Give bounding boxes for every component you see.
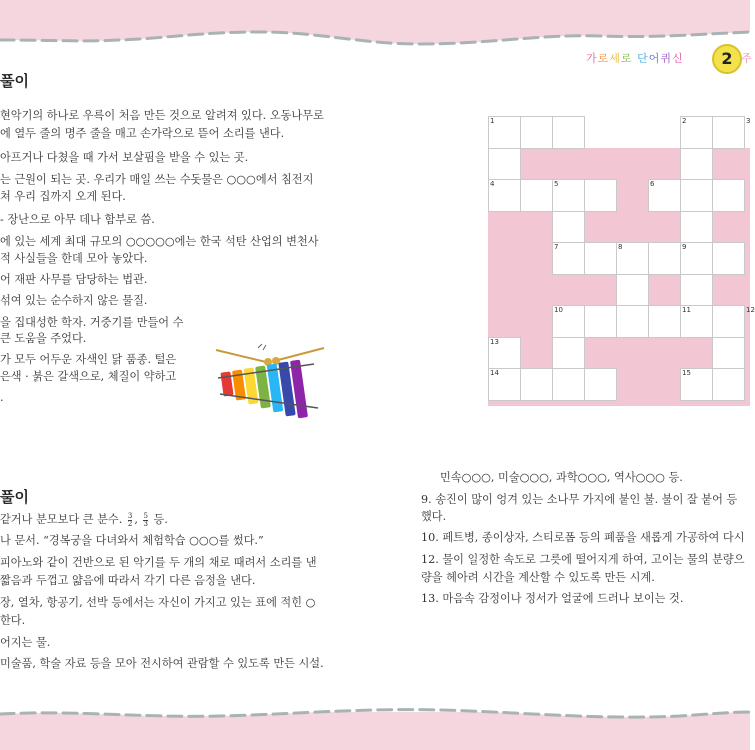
week-number-badge: 2 [712,44,742,74]
grid-number: 1 [490,117,495,125]
across-clue-line: 큰 도움을 주었다. [0,332,87,345]
down-clue-line: 어지는 물. [0,636,51,649]
down-clue-line: 9. 송진이 많이 엉겨 있는 소나무 가지에 붙인 불. 불이 잘 붙어 등 [421,493,738,506]
across-clue-line: 어 재판 사무를 담당하는 법관. [0,273,148,286]
fraction-1: $\frac{3}{2}$ [127,511,133,528]
down-clue-line: 했다. [421,510,447,523]
grid-cell[interactable] [520,368,553,401]
grid-cell[interactable] [680,148,713,181]
down-clue-line: 장, 열차, 항공기, 선박 등에서는 자신이 가지고 있는 표에 적힌 ○ [0,596,316,609]
across-clue-line: 가 모두 어두운 자색인 닭 품종. 털은 [0,353,177,366]
grid-cell[interactable] [680,179,713,212]
across-clue-line: 적 사실들을 한데 모아 놓았다. [0,252,148,265]
down-clue-line: 12. 물이 일정한 속도로 그릇에 떨어지게 하여, 고이는 물의 분량으 [421,553,745,566]
grid-cell[interactable] [584,305,617,338]
series-title [586,50,684,66]
grid-number: 8 [618,243,623,251]
bottom-wave [0,700,750,750]
brand-char: 세 [609,52,621,65]
across-clue-line: 을 집대성한 학자. 거중기를 만들어 수 [0,316,184,329]
across-clue-line: 는 근원이 되는 곳. 우리가 매일 쓰는 수돗물은 ○○○에서 침전지 [0,173,314,186]
grid-cell[interactable] [680,211,713,244]
brand-char: 단 [637,52,649,65]
grid-number: 3 [746,117,751,125]
grid-cell[interactable] [584,242,617,275]
across-clue-line: - 장난으로 아무 데나 함부로 씀. [0,213,155,226]
down-clue-line: 민속○○○, 미술○○○, 과학○○○, 역사○○○ 등. [440,471,683,484]
grid-number: 6 [650,180,655,188]
brand-char: 퀴 [660,52,672,65]
grid-cell[interactable] [584,368,617,401]
down-clue-line: 량을 헤아려 시간을 계산할 수 있도록 만든 시계. [421,571,655,584]
grid-cell[interactable] [584,179,617,212]
grid-cell[interactable] [648,305,681,338]
grid-cell[interactable] [712,368,745,401]
xylophone-illustration [214,342,334,422]
down-heading: 풀이 [0,488,29,506]
brand-char: 로 [620,52,633,65]
week-suffix: 주 [741,52,752,65]
across-heading: 풀이 [0,72,29,90]
grid-cell[interactable] [712,179,745,212]
grid-number: 5 [554,180,559,188]
down-clue-line: 미술품, 학술 자료 등을 모아 전시하여 관람할 수 있도록 만든 시설. [0,657,324,670]
across-clue-line: 에 열두 줄의 명주 줄을 매고 손가락으로 뜯어 소리를 낸다. [0,127,285,140]
across-clue-line: 아프거나 다쳤을 때 가서 보살핌을 받을 수 있는 곳. [0,151,249,164]
grid-number: 9 [682,243,687,251]
across-clue-line: 쳐 우리 집까지 오게 된다. [0,190,126,203]
grid-cell[interactable] [712,305,745,338]
grid-number: 11 [682,306,691,314]
across-clue-line: 섞여 있는 순수하지 않은 물질. [0,294,148,307]
down-clue-line: 10. 페트병, 종이상자, 스티로폼 등의 폐품을 새롭게 가공하여 다시 [421,531,745,544]
across-clue-line: . [0,391,4,404]
fraction-2: $\frac{5}{3}$ [143,511,148,528]
grid-cell[interactable] [648,242,681,275]
down-clue-line: 13. 마음속 감정이나 정서가 얼굴에 드러나 보이는 것. [421,592,684,605]
grid-cell[interactable] [712,337,745,370]
grid-number: 12 [746,306,755,314]
grid-cell[interactable] [552,368,585,401]
grid-cell[interactable] [520,116,553,149]
grid-number: 4 [490,180,495,188]
grid-cell[interactable] [552,337,585,370]
brand-char: 가 [586,52,598,65]
grid-number: 13 [490,337,499,346]
down-clue-line: 피아노와 같이 건반으로 된 악기를 두 개의 채로 때려서 소리를 낸 [0,556,317,569]
across-clue-line: 은색 · 붉은 갈색으로, 체질이 약하고 [0,370,177,383]
grid-number: 2 [682,117,687,125]
grid-cell[interactable] [616,274,649,307]
down-clue-line: 짧음과 두껍고 얇음에 따라서 각기 다른 음정을 낸다. [0,574,256,587]
grid-number: 15 [682,369,691,377]
grid-cell[interactable] [488,148,521,181]
crossword-grid [488,116,755,406]
grid-number: 10 [554,306,563,314]
grid-number: 14 [490,369,499,377]
grid-cell[interactable] [552,116,585,149]
down-clue-line: 나 문서. “경복궁을 다녀와서 체험학습 ○○○를 썼다.” [0,534,264,547]
grid-cell[interactable] [712,116,745,149]
down-clue-line-0: 같거나 분모보다 큰 분수. $\frac{3}{2}$ , $\frac{5}{3}$ 등. [0,511,168,528]
down-clue-line: 한다. [0,614,26,627]
brand-char: 어 [648,52,661,65]
brand-char: 신 [671,52,684,65]
across-clue-line: 현악기의 하나로 우륵이 처음 만든 것으로 알려져 있다. 오동나무로 [0,109,324,122]
grid-cell[interactable] [680,274,713,307]
grid-cell[interactable] [712,242,745,275]
grid-cell[interactable] [520,179,553,212]
brand-char: 로 [597,52,610,65]
grid-cell[interactable] [552,211,585,244]
grid-cell[interactable] [616,305,649,338]
across-clue-line: 에 있는 세계 최대 규모의 ○○○○○에는 한국 석탄 산업의 변천사 [0,235,319,248]
grid-number: 7 [554,243,559,251]
